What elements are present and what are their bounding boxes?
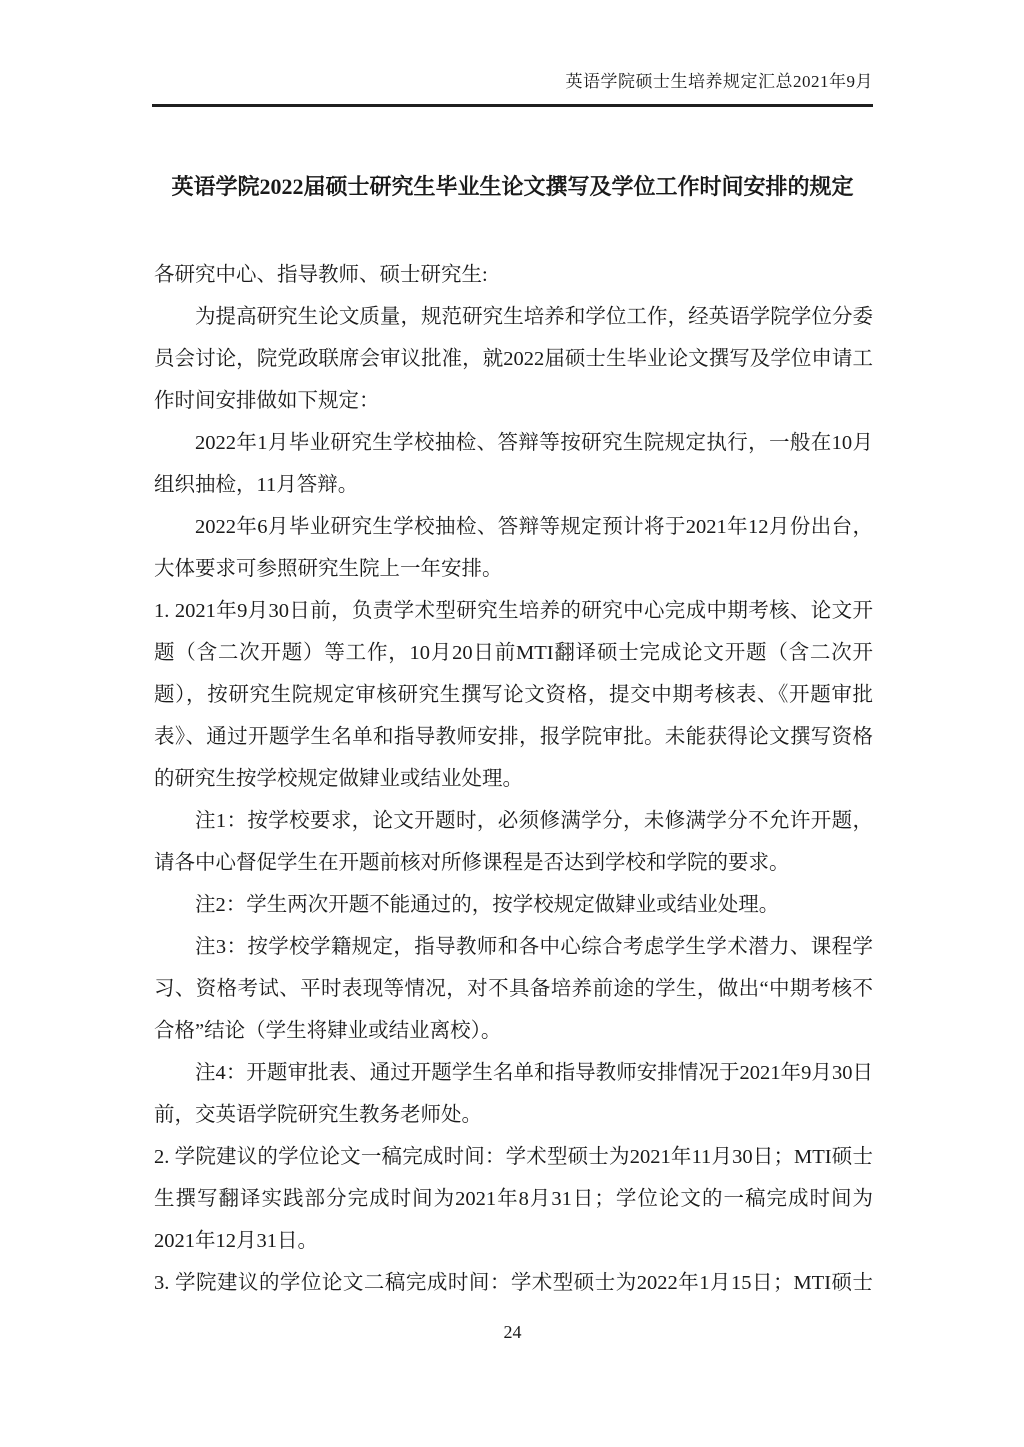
paragraph: 注3：按学校学籍规定，指导教师和各中心综合考虑学生学术潜力、课程学习、资格考试、平时表现等情况，对不具备培养前途的学生，做出“中期考核不合格”结论（学生将肄业或结业离校）。 xyxy=(154,936,873,1042)
document-body xyxy=(154,254,873,1304)
paragraph: 注4：开题审批表、通过开题学生名单和指导教师安排情况于2021年9月30日前，交英语学院研究生教务老师处。 xyxy=(154,1062,873,1126)
paragraph: 注1：按学校要求，论文开题时，必须修满学分，未修满学分不允许开题，请各中心督促学生在开题前核对所修课程是否达到学校和学院的要求。 xyxy=(154,810,873,874)
paragraph: 3. 学院建议的学位论文二稿完成时间：学术型硕士为2022年1月15日；MTI硕士 xyxy=(154,1272,873,1294)
paragraph: 2022年6月毕业研究生学校抽检、答辩等规定预计将于2021年12月份出台，大体要求可参照研究生院上一年安排。 xyxy=(154,516,873,580)
page-number: 24 xyxy=(503,1322,522,1342)
page-footer xyxy=(152,1320,873,1344)
header-rule xyxy=(152,104,873,107)
paragraph: 各研究中心、指导教师、硕士研究生: xyxy=(154,264,488,286)
page-header xyxy=(154,71,873,93)
header-text: 英语学院硕士生培养规定汇总2021年9月 xyxy=(565,72,873,91)
paragraph: 注2：学生两次开题不能通过的，按学校规定做肄业或结业处理。 xyxy=(195,894,780,916)
paragraph: 2. 学院建议的学位论文一稿完成时间：学术型硕士为2021年11月30日；MTI硕士生撰写翻译实践部分完成时间为2021年8月31日；学位论文的一稿完成时间为2021年12月31日。 xyxy=(154,1146,873,1252)
document-title: 英语学院2022届硕士研究生毕业生论文撰写及学位工作时间安排的规定 xyxy=(171,174,854,199)
paragraph: 1. 2021年9月30日前，负责学术型研究生培养的研究中心完成中期考核、论文开题（含二次开题）等工作，10月20日前MTI翻译硕士完成论文开题（含二次开题），按研究生院规定审核研究生撰写论文资格，提交中期考核表、《开题审批表》、通过开题学生名单和指导教师安排，报学院审批。未能获得论文撰写资格的研究生按学校规定做肄业或结业处理。 xyxy=(154,600,873,790)
paragraph: 为提高研究生论文质量，规范研究生培养和学位工作，经英语学院学位分委员会讨论，院党政联席会审议批准，就2022届硕士生毕业论文撰写及学位申请工作时间安排做如下规定： xyxy=(154,306,873,412)
paragraph: 2022年1月毕业研究生学校抽检、答辩等按研究生院规定执行，一般在10月组织抽检，11月答辩。 xyxy=(154,432,873,496)
